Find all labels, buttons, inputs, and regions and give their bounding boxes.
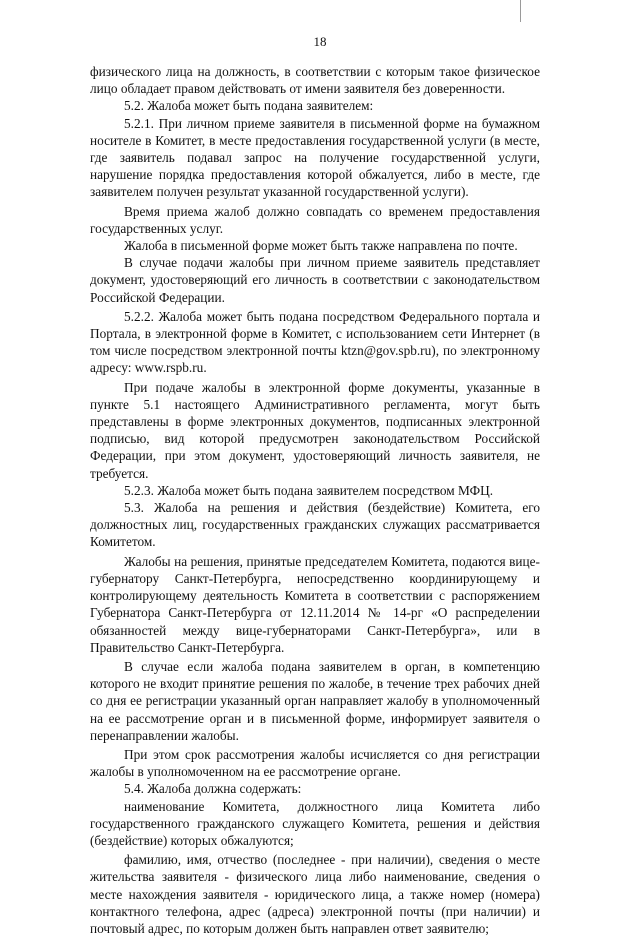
document-body xyxy=(90,63,540,937)
paragraph: физического лица на должность, в соответствии с которым такое физическое лицо обладает правом действовать от имени заявителя без доверенности. xyxy=(90,64,540,97)
paragraph: 5.2.1. При личном приеме заявителя в письменной форме на бумажном носителе в Комитет, в месте предоставления государственной услуги (в месте, где заявитель подавал запрос на получение государственной услуги, нарушение порядка предоставления которой обжалуется, либо в месте, где заявителем получен результат указанной государственной услуги). xyxy=(90,115,540,200)
page-number: 18 xyxy=(313,34,327,49)
paragraph: В случае если жалоба подана заявителем в орган, в компетенцию которого не входит принятие решения по жалобе, в течение трех рабочих дней со дня ее регистрации указанный орган направляет жалобу в уполномоченный на ее рассмотрение орган и в письменной форме, информирует заявителя о перенаправлении жалобы. xyxy=(90,658,540,743)
paragraph: При этом срок рассмотрения жалобы исчисляется со дня регистрации жалобы в уполномоченном на ее рассмотрение органе. xyxy=(90,746,540,780)
paragraph: 5.2. Жалоба может быть подана заявителем: xyxy=(124,98,374,114)
paragraph: 5.4. Жалоба должна содержать: xyxy=(124,781,302,797)
paragraph: 5.2.3. Жалоба может быть подана заявителем посредством МФЦ. xyxy=(124,482,494,498)
paragraph: наименование Комитета, должностного лица Комитета либо государственного гражданского служащего Комитета, решения и действия (бездействие) которых обжалуются; xyxy=(90,798,540,848)
paragraph: 5.3. Жалоба на решения и действия (бездействие) Комитета, его должностных лиц, государственных гражданских служащих рассматривается Комитетом. xyxy=(90,500,540,550)
paragraph: фамилию, имя, отчество (последнее - при наличии), сведения о месте жительства заявителя - физического лица либо наименование, сведения о месте нахождения заявителя - юридического лица, а также номер (номера) контактного телефона, адрес (адреса) электронной почты (при наличии) и почтовый адрес, по которым должен быть направлен ответ заявителю; xyxy=(90,852,540,936)
paragraph: Жалобы на решения, принятые председателем Комитета, подаются вице-губернатору Санкт-Петербурга, непосредственно координирующему и контролирующему деятельность Комитета в соответствии с распоряжением Губернатора Санкт-Петербурга от 12.11.2014 № 14-рг «О распределении обязанностей между вице-губернаторами Санкт-Петербурга», или в Правительство Санкт-Петербурга. xyxy=(90,553,540,655)
scan-edge-line xyxy=(520,0,521,22)
paragraph: В случае подачи жалобы при личном приеме заявитель представляет документ, удостоверяющий его личность в соответствии с законодательством Российской Федерации. xyxy=(90,255,540,305)
paragraph: 5.2.2. Жалоба может быть подана посредством Федерального портала и Портала, в электронной форме в Комитет, с использованием сети Интернет (в том числе посредством электронной почты ktzn@gov.spb.ru), по электронному адресу: www.rspb.ru. xyxy=(90,308,540,376)
paragraph: При подаче жалобы в электронной форме документы, указанные в пункте 5.1 настоящего Административного регламента, могут быть представлены в форме электронных документов, подписанных электронной подписью, вид которой предусмотрен законодательством Российской Федерации, при этом документ, удостоверяющий личность заявителя, не требуется. xyxy=(90,379,540,481)
paragraph: Жалоба в письменной форме может быть также направлена по почте. xyxy=(124,238,518,254)
paragraph: Время приема жалоб должно совпадать со временем предоставления государственных услуг. xyxy=(90,203,540,236)
